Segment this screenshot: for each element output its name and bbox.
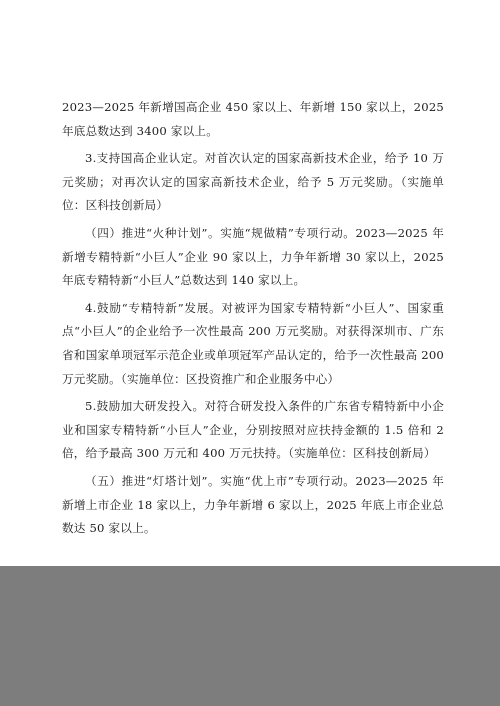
paragraph-3: （四）推进“火种计划”。实施“规做精”专项行动。2023—2025 年新增专精特新“小巨人”企业 90 家以上，力争年新增 30 家以上，2025 年底专精特新“小巨人”总数达到 140 家以上。 bbox=[62, 225, 444, 288]
paragraph-5: 5.鼓励加大研发投入。对符合研发投入条件的广东省专精特新中小企业和国家专精特新“小巨人”企业，分别按照对应扶持金额的 1.5 倍和 2 倍，给予最高 300 万元和 400 万元扶持。（实施单位：区科技创新局） bbox=[62, 399, 444, 461]
paragraph-4: 4.鼓励“专精特新”发展。对被评为国家专精特新“小巨人”、国家重点“小巨人”的企业给予一次性最高 200 万元奖励。对获得深圳市、广东省和国家单项冠军示范企业或单项冠军产品认定的，给予一次性最高 200 万元奖励。（实施单位：区投资推广和企业服务中心） bbox=[62, 300, 444, 386]
gray-overlay-panel bbox=[0, 566, 500, 706]
paragraph-2: 3.支持国高企业认定。对首次认定的国家高新技术企业，给予 10 万元奖励；对再次认定的国家高新技术企业，给予 5 万元奖励。（实施单位：区科技创新局） bbox=[62, 151, 444, 213]
document-body bbox=[62, 96, 444, 541]
paragraph-6: （五）推进“灯塔计划”。实施“优上市”专项行动。2023—2025 年新增上市企业 18 家以上，力争年新增 6 家以上，2025 年底上市企业总数达 50 家以上。 bbox=[62, 473, 444, 536]
paragraph-1: 2023—2025 年新增国高企业 450 家以上、年新增 150 家以上，2025 年底总数达到 3400 家以上。 bbox=[62, 100, 444, 138]
